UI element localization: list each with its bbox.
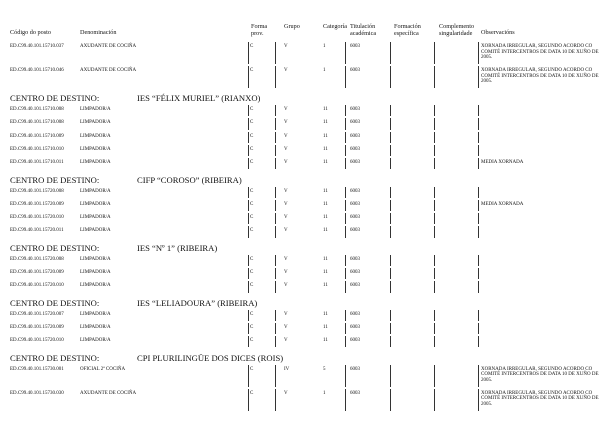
row-forma: C	[250, 160, 254, 166]
row-forma: C	[250, 270, 254, 275]
column-divider	[248, 42, 249, 64]
column-divider	[478, 389, 479, 411]
row-categoria: 1	[323, 68, 326, 73]
row-grupo: V	[284, 107, 288, 112]
column-divider	[390, 145, 391, 156]
column-divider	[275, 105, 276, 116]
section-name: IES “Nº 1” (RIBEIRA)	[137, 242, 218, 253]
column-divider	[478, 336, 479, 347]
column-divider	[434, 158, 435, 169]
row-titulacion: 6003	[350, 324, 360, 330]
column-divider	[345, 226, 346, 237]
table-row	[0, 105, 615, 118]
row-forma: C	[250, 228, 254, 234]
table-row	[0, 310, 615, 323]
column-divider	[434, 310, 435, 321]
column-divider	[248, 268, 249, 279]
header-categoria: Categoría	[323, 23, 348, 30]
row-forma: C	[250, 311, 254, 317]
column-divider	[478, 66, 479, 88]
row-forma: C	[250, 133, 254, 139]
column-divider	[478, 118, 479, 129]
column-divider	[390, 200, 391, 211]
column-divider	[390, 118, 391, 129]
column-divider	[275, 281, 276, 292]
section-name: CIFP “COROSO” (RIBEIRA)	[137, 174, 242, 185]
row-grupo: V	[284, 68, 288, 73]
row-codigo: ED.C99.40.101.15730.001	[10, 366, 64, 372]
table-row	[0, 255, 615, 268]
row-titulacion: 6003	[350, 366, 360, 372]
row-grupo: V	[284, 188, 288, 194]
row-codigo: ED.C99.40.101.15720.008	[10, 256, 64, 262]
column-divider	[478, 268, 479, 279]
row-codigo: ED.C99.40.101.15720.007	[10, 311, 64, 317]
column-divider	[248, 310, 249, 321]
column-divider	[390, 213, 391, 224]
column-divider	[478, 323, 479, 334]
column-divider	[248, 213, 249, 224]
table-header	[0, 24, 615, 38]
column-divider	[248, 389, 249, 411]
row-codigo: ED.C99.40.101.15720.009	[10, 201, 64, 207]
row-grupo: V	[284, 215, 288, 221]
row-grupo: V	[284, 146, 288, 152]
row-titulacion: 6003	[350, 68, 360, 73]
column-divider	[390, 365, 391, 387]
row-titulacion: 6003	[350, 201, 360, 207]
column-divider	[248, 336, 249, 347]
row-grupo: V	[284, 133, 288, 139]
column-divider	[345, 310, 346, 321]
table-row	[0, 158, 615, 171]
row-categoria: 1	[323, 390, 326, 396]
column-divider	[275, 365, 276, 387]
section-label: CENTRO DE DESTINO:	[10, 174, 100, 185]
column-divider	[275, 255, 276, 266]
row-denominacion: LIMPADOR/A	[80, 228, 111, 234]
row-denominacion: AXUDANTE DE COCIÑA	[80, 390, 137, 396]
row-titulacion: 6003	[350, 390, 360, 396]
row-categoria: 5	[323, 366, 326, 372]
column-divider	[248, 323, 249, 334]
header-denominacion: Denominación	[80, 29, 117, 36]
column-divider	[345, 187, 346, 198]
row-observacions: XORNADA IRREGULAR, SEGUNDO ACORDO CO COMITÉ INTERCENTROS DE DATA 10 DE XUÑO DE 2005.	[481, 68, 599, 85]
row-grupo: V	[284, 201, 288, 207]
column-divider	[345, 336, 346, 347]
row-denominacion: LIMPADOR/A	[80, 146, 111, 152]
column-divider	[345, 389, 346, 411]
row-codigo: ED.C99.40.101.15720.010	[10, 283, 64, 289]
column-divider	[275, 118, 276, 129]
row-titulacion: 6003	[350, 120, 360, 126]
column-divider	[434, 268, 435, 279]
row-forma: C	[250, 120, 254, 126]
column-divider	[345, 281, 346, 292]
column-divider	[345, 323, 346, 334]
row-categoria: 11	[323, 311, 328, 317]
row-categoria: 11	[323, 338, 328, 344]
column-divider	[478, 226, 479, 237]
row-grupo: V	[284, 324, 288, 330]
header-titulacion: Titulación académica	[350, 23, 377, 37]
row-denominacion: LIMPADOR/A	[80, 311, 111, 317]
column-divider	[248, 187, 249, 198]
table-row	[0, 336, 615, 349]
row-grupo: V	[284, 160, 288, 166]
section-name: IES “FÉLIX MURIEL” (RIANXO)	[137, 93, 261, 103]
row-denominacion: AXUDANTE DE COCIÑA	[80, 68, 137, 73]
table-row	[0, 132, 615, 145]
column-divider	[434, 200, 435, 211]
row-forma: C	[250, 366, 254, 372]
row-forma: C	[250, 107, 254, 112]
column-divider	[275, 226, 276, 237]
header-forma: Forma prov.	[251, 23, 268, 37]
row-observacions: XORNADA IRREGULAR, SEGUNDO ACORDO CO COMITÉ INTERCENTROS DE DATA 10 DE XUÑO DE 2005.	[481, 44, 599, 61]
column-divider	[248, 226, 249, 237]
column-divider	[345, 158, 346, 169]
row-titulacion: 6003	[350, 338, 360, 344]
table-row	[0, 389, 615, 413]
row-denominacion: LIMPADOR/A	[80, 283, 111, 289]
row-forma: C	[250, 256, 254, 262]
column-divider	[248, 118, 249, 129]
column-divider	[390, 336, 391, 347]
column-divider	[390, 132, 391, 143]
column-divider	[434, 42, 435, 64]
column-divider	[434, 323, 435, 334]
row-codigo: ED.C99.40.101.15710.008	[10, 120, 64, 126]
row-codigo: ED.C99.40.101.15720.008	[10, 188, 64, 194]
row-forma: C	[250, 188, 254, 194]
column-divider	[434, 145, 435, 156]
row-categoria: 11	[323, 160, 328, 166]
column-divider	[248, 132, 249, 143]
column-divider	[275, 323, 276, 334]
column-divider	[478, 105, 479, 116]
row-forma: C	[250, 283, 254, 289]
column-divider	[248, 105, 249, 116]
column-divider	[390, 42, 391, 64]
column-divider	[478, 213, 479, 224]
row-codigo: ED.C99.40.101.15720.010	[10, 215, 64, 221]
row-denominacion: LIMPADOR/A	[80, 160, 111, 166]
column-divider	[390, 268, 391, 279]
row-titulacion: 6003	[350, 160, 360, 166]
row-codigo: ED.C99.40.101.15710.008	[10, 107, 64, 112]
column-divider	[478, 158, 479, 169]
row-codigo: ED.C99.40.101.15720.010	[10, 338, 64, 344]
column-divider	[345, 145, 346, 156]
column-divider	[478, 187, 479, 198]
row-denominacion: LIMPADOR/A	[80, 338, 111, 344]
header-codigo: Código do posto	[10, 29, 51, 36]
row-titulacion: 6003	[350, 107, 360, 112]
column-divider	[390, 255, 391, 266]
section-label: CENTRO DE DESTINO:	[10, 93, 100, 103]
table-row	[0, 118, 615, 131]
row-categoria: 11	[323, 107, 328, 112]
header-observacions: Observacións	[481, 29, 515, 36]
row-categoria: 11	[323, 256, 328, 262]
row-titulacion: 6003	[350, 215, 360, 221]
table-row	[0, 200, 615, 213]
row-denominacion: OFICIAL 2ª COCIÑA	[80, 366, 126, 372]
row-categoria: 11	[323, 270, 328, 275]
row-codigo: ED.C99.40.101.15710.010	[10, 146, 64, 152]
column-divider	[478, 281, 479, 292]
row-categoria: 11	[323, 133, 328, 139]
column-divider	[390, 226, 391, 237]
column-divider	[248, 145, 249, 156]
row-titulacion: 6003	[350, 270, 360, 275]
row-denominacion: LIMPADOR/A	[80, 215, 111, 221]
row-forma: C	[250, 215, 254, 221]
column-divider	[345, 213, 346, 224]
row-forma: C	[250, 201, 254, 207]
table-row	[0, 66, 615, 90]
column-divider	[345, 118, 346, 129]
column-divider	[434, 132, 435, 143]
column-divider	[390, 310, 391, 321]
column-divider	[434, 389, 435, 411]
row-codigo: ED.C99.40.101.15720.009	[10, 270, 64, 275]
row-denominacion: LIMPADOR/A	[80, 120, 111, 126]
column-divider	[390, 281, 391, 292]
row-observacions: XORNADA IRREGULAR, SEGUNDO ACORDO CO COMITÉ INTERCENTROS DE DATA 10 DE XUÑO DE 2005.	[481, 366, 599, 383]
row-categoria: 11	[323, 215, 328, 221]
column-divider	[248, 200, 249, 211]
row-titulacion: 6003	[350, 146, 360, 152]
column-divider	[478, 255, 479, 266]
column-divider	[390, 158, 391, 169]
column-divider	[478, 200, 479, 211]
column-divider	[275, 158, 276, 169]
row-observacions: XORNADA IRREGULAR, SEGUNDO ACORDO CO COMITÉ INTERCENTROS DE DATA 10 DE XUÑO DE 2005.	[481, 390, 599, 407]
column-divider	[275, 145, 276, 156]
column-divider	[345, 42, 346, 64]
column-divider	[345, 66, 346, 88]
column-divider	[434, 336, 435, 347]
column-divider	[275, 66, 276, 88]
row-forma: C	[250, 338, 254, 344]
column-divider	[434, 281, 435, 292]
column-divider	[390, 66, 391, 88]
row-denominacion: AXUDANTE DE COCIÑA	[80, 44, 137, 49]
row-denominacion: LIMPADOR/A	[80, 201, 111, 207]
column-divider	[434, 365, 435, 387]
column-divider	[275, 42, 276, 64]
row-forma: C	[250, 390, 254, 396]
section-name: CPI PLURILINGÜE DOS DICES (ROIS)	[137, 352, 284, 363]
row-grupo: V	[284, 256, 288, 262]
row-forma: C	[250, 44, 254, 49]
row-codigo: ED.C99.40.101.15720.009	[10, 324, 64, 330]
row-categoria: 11	[323, 228, 328, 234]
row-grupo: V	[284, 44, 288, 49]
table-row	[0, 226, 615, 239]
column-divider	[345, 255, 346, 266]
column-divider	[275, 389, 276, 411]
column-divider	[478, 145, 479, 156]
table-row	[0, 145, 615, 158]
column-divider	[345, 105, 346, 116]
row-codigo: ED.C99.40.101.15710.009	[10, 133, 64, 139]
column-divider	[248, 365, 249, 387]
table-row	[0, 213, 615, 226]
row-categoria: 1	[323, 44, 326, 49]
column-divider	[434, 118, 435, 129]
column-divider	[390, 323, 391, 334]
section-label: CENTRO DE DESTINO:	[10, 352, 100, 363]
row-grupo: V	[284, 338, 288, 344]
column-divider	[275, 200, 276, 211]
column-divider	[345, 132, 346, 143]
row-grupo: IV	[284, 366, 290, 372]
column-divider	[390, 105, 391, 116]
column-divider	[478, 132, 479, 143]
row-titulacion: 6003	[350, 188, 360, 194]
column-divider	[434, 187, 435, 198]
row-forma: C	[250, 68, 254, 73]
row-grupo: V	[284, 228, 288, 234]
row-grupo: V	[284, 311, 288, 317]
row-codigo: ED.C99.40.101.15710.046	[10, 68, 64, 73]
column-divider	[345, 268, 346, 279]
section-label: CENTRO DE DESTINO:	[10, 242, 100, 253]
column-divider	[434, 213, 435, 224]
row-codigo: ED.C99.40.101.15730.030	[10, 390, 64, 396]
column-divider	[390, 389, 391, 411]
row-codigo: ED.C99.40.101.15710.011	[10, 160, 64, 166]
table-row	[0, 323, 615, 336]
row-categoria: 11	[323, 324, 328, 330]
column-divider	[478, 42, 479, 64]
column-divider	[275, 187, 276, 198]
row-titulacion: 6003	[350, 228, 360, 234]
column-divider	[390, 187, 391, 198]
row-denominacion: LIMPADOR/A	[80, 324, 111, 330]
row-denominacion: LIMPADOR/A	[80, 107, 111, 112]
row-categoria: 11	[323, 201, 328, 207]
row-categoria: 11	[323, 283, 328, 289]
row-titulacion: 6003	[350, 256, 360, 262]
column-divider	[275, 268, 276, 279]
section-name: IES “LELIADOURA” (RIBEIRA)	[137, 297, 258, 308]
row-categoria: 11	[323, 188, 328, 194]
row-observacions: MEDIA XORNADA	[481, 201, 524, 207]
row-grupo: V	[284, 120, 288, 126]
row-titulacion: 6003	[350, 311, 360, 317]
table-row	[0, 187, 615, 200]
row-categoria: 11	[323, 146, 328, 152]
column-divider	[275, 132, 276, 143]
row-denominacion: LIMPADOR/A	[80, 256, 111, 262]
row-titulacion: 6003	[350, 133, 360, 139]
column-divider	[248, 281, 249, 292]
table-row	[0, 268, 615, 281]
column-divider	[478, 310, 479, 321]
row-codigo: ED.C99.40.101.15710.037	[10, 44, 64, 49]
row-forma: C	[250, 324, 254, 330]
header-complemento: Complemento singularidade	[439, 23, 475, 37]
column-divider	[275, 336, 276, 347]
row-denominacion: LIMPADOR/A	[80, 188, 111, 194]
column-divider	[275, 310, 276, 321]
row-forma: C	[250, 146, 254, 152]
row-titulacion: 6003	[350, 283, 360, 289]
row-observacions: MEDIA XORNADA	[481, 160, 524, 166]
row-denominacion: LIMPADOR/A	[80, 133, 111, 139]
column-divider	[248, 255, 249, 266]
column-divider	[434, 66, 435, 88]
table-row	[0, 281, 615, 294]
row-titulacion: 6003	[350, 44, 360, 49]
row-grupo: V	[284, 390, 288, 396]
column-divider	[275, 213, 276, 224]
header-grupo: Grupo	[284, 23, 300, 30]
row-codigo: ED.C99.40.101.15720.011	[10, 228, 64, 234]
column-divider	[345, 365, 346, 387]
column-divider	[248, 66, 249, 88]
row-grupo: V	[284, 270, 288, 275]
column-divider	[478, 365, 479, 387]
column-divider	[434, 105, 435, 116]
row-denominacion: LIMPADOR/A	[80, 270, 111, 275]
header-formacion: Formación específica	[394, 23, 421, 37]
column-divider	[434, 255, 435, 266]
section-label: CENTRO DE DESTINO:	[10, 297, 100, 308]
column-divider	[434, 226, 435, 237]
table-row	[0, 42, 615, 66]
row-categoria: 11	[323, 120, 328, 126]
column-divider	[345, 200, 346, 211]
table-row	[0, 365, 615, 389]
row-grupo: V	[284, 283, 288, 289]
column-divider	[248, 158, 249, 169]
